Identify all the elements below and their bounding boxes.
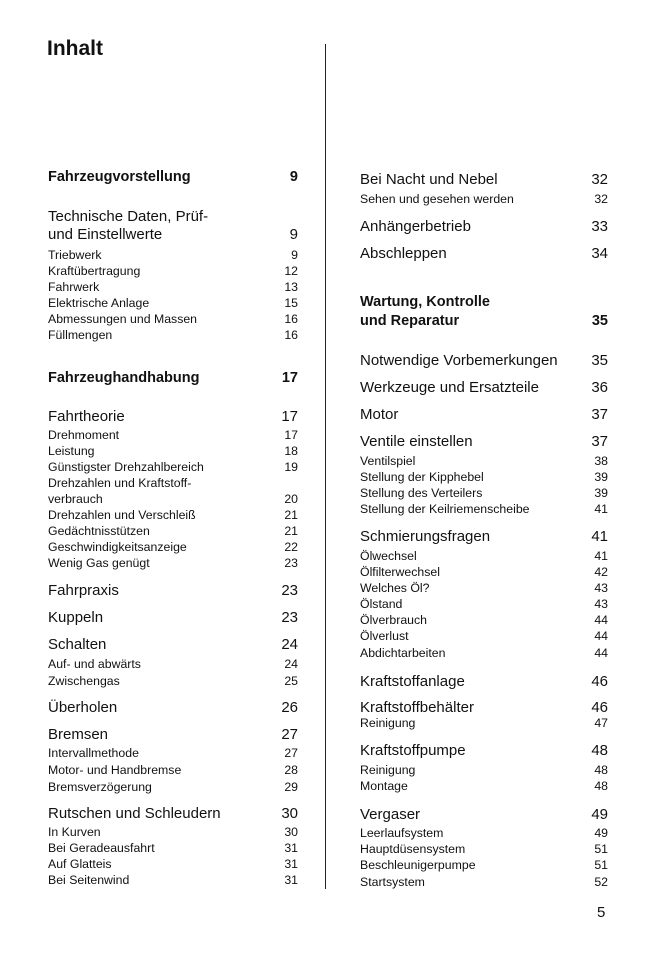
toc-entry-page: 30 bbox=[281, 805, 298, 822]
toc-entry-title: Vergaser bbox=[360, 806, 421, 823]
toc-entry bbox=[360, 646, 608, 660]
toc-entry-page: 15 bbox=[284, 296, 298, 310]
toc-entry-title: und Einstellwerte bbox=[48, 226, 163, 243]
toc-entry-title: Notwendige Vorbemerkungen bbox=[360, 352, 558, 369]
toc-entry-title: Rutschen und Schleudern bbox=[48, 805, 221, 822]
toc-entry bbox=[360, 171, 608, 188]
toc-entry-title: Drehzahlen und Verschleiß bbox=[48, 508, 196, 522]
toc-entry-page: 17 bbox=[284, 428, 298, 442]
toc-entry-page: 9 bbox=[291, 248, 298, 262]
toc-entry bbox=[360, 597, 608, 611]
toc-entry-title: Drehmoment bbox=[48, 428, 120, 442]
toc-entry-page: 51 bbox=[594, 842, 608, 856]
toc-entry-page: 32 bbox=[594, 192, 608, 206]
toc-entry-title: Fahrzeugvorstellung bbox=[48, 169, 191, 185]
page-title: Inhalt bbox=[47, 37, 103, 60]
toc-entry-title: Motor bbox=[360, 406, 399, 423]
toc-entry-title: Leistung bbox=[48, 444, 95, 458]
toc-entry-title: Füllmengen bbox=[48, 328, 113, 342]
toc-entry-title: und Reparatur bbox=[360, 313, 460, 329]
toc-entry bbox=[360, 549, 608, 563]
toc-entry bbox=[360, 294, 608, 310]
toc-entry-title: Stellung der Kipphebel bbox=[360, 470, 484, 484]
toc-entry-page: 31 bbox=[284, 873, 298, 887]
toc-entry-page: 9 bbox=[289, 226, 298, 243]
toc-entry-title: Kraftübertragung bbox=[48, 264, 141, 278]
toc-entry-page: 26 bbox=[281, 699, 298, 716]
toc-entry-title: Ölfilterwechsel bbox=[360, 565, 440, 579]
toc-entry-title: Zwischengas bbox=[48, 674, 120, 688]
toc-entry bbox=[360, 699, 608, 716]
toc-entry-title: Beschleunigerpumpe bbox=[360, 858, 476, 872]
toc-entry-title: Fahrpraxis bbox=[48, 582, 119, 599]
toc-entry bbox=[360, 313, 608, 329]
toc-entry-page: 16 bbox=[284, 328, 298, 342]
toc-entry bbox=[360, 842, 608, 856]
toc-entry-title: Montage bbox=[360, 779, 408, 793]
toc-entry-page: 9 bbox=[289, 169, 298, 185]
toc-entry-title: Technische Daten, Prüf- bbox=[48, 208, 209, 225]
toc-entry bbox=[360, 858, 608, 872]
toc-entry-page: 36 bbox=[591, 379, 608, 396]
toc-entry-title: Wartung, Kontrolle bbox=[360, 294, 490, 310]
toc-entry-page: 27 bbox=[281, 726, 298, 743]
toc-entry-page: 41 bbox=[594, 549, 608, 563]
toc-entry-title: Wenig Gas genügt bbox=[48, 556, 150, 570]
toc-entry-page: 42 bbox=[594, 565, 608, 579]
toc-entry-title: Werkzeuge und Ersatzteile bbox=[360, 379, 539, 396]
toc-entry bbox=[360, 875, 608, 889]
toc-entry bbox=[360, 716, 608, 730]
toc-entry-page: 41 bbox=[591, 528, 608, 545]
toc-entry-page: 48 bbox=[594, 763, 608, 777]
toc-entry-title: Bremsen bbox=[48, 726, 109, 743]
toc-entry-title: Anhängerbetrieb bbox=[360, 218, 471, 235]
toc-entry-page: 43 bbox=[594, 597, 608, 611]
toc-entry-title: Bremsverzögerung bbox=[48, 780, 152, 794]
toc-entry-page: 21 bbox=[284, 524, 298, 538]
toc-entry-title: Fahrzeughandhabung bbox=[48, 370, 200, 386]
toc-entry-title: Kraftstoffbehälter bbox=[360, 699, 474, 716]
toc-entry-title: Sehen und gesehen werden bbox=[360, 192, 514, 206]
toc-entry-title: Drehzahlen und Kraftstoff- bbox=[48, 476, 192, 490]
toc-entry-title: Intervallmethode bbox=[48, 746, 139, 760]
toc-entry bbox=[360, 629, 608, 643]
toc-entry-page: 30 bbox=[284, 825, 298, 839]
toc-entry-title: Elektrische Anlage bbox=[48, 296, 150, 310]
toc-entry-page: 31 bbox=[284, 841, 298, 855]
toc-entry-title: Abschleppen bbox=[360, 245, 447, 262]
toc-entry-page: 18 bbox=[284, 444, 298, 458]
toc-entry-page: 25 bbox=[284, 674, 298, 688]
toc-entry-page: 43 bbox=[594, 581, 608, 595]
toc-entry-page: 22 bbox=[284, 540, 298, 554]
toc-entry-title: Bei Geradeausfahrt bbox=[48, 841, 155, 855]
toc-entry-page: 49 bbox=[594, 826, 608, 840]
toc-entry-page: 48 bbox=[591, 742, 608, 759]
toc-entry-page: 34 bbox=[591, 245, 608, 262]
toc-entry-page: 46 bbox=[591, 699, 608, 716]
toc-entry-page: 28 bbox=[284, 763, 298, 777]
toc-entry-title: Hauptdüsensystem bbox=[360, 842, 466, 856]
toc-entry-title: Ölwechsel bbox=[360, 549, 417, 563]
toc-entry-title: Abmessungen und Massen bbox=[48, 312, 198, 326]
toc-entry-page: 19 bbox=[284, 460, 298, 474]
toc-entry-page: 52 bbox=[594, 875, 608, 889]
toc-entry bbox=[360, 502, 608, 516]
toc-entry-title: Ventilspiel bbox=[360, 454, 416, 468]
toc-entry bbox=[360, 454, 608, 468]
toc-entry-page: 33 bbox=[591, 218, 608, 235]
toc-entry-title: Kraftstoffpumpe bbox=[360, 742, 466, 759]
toc-entry-page: 38 bbox=[594, 454, 608, 468]
toc-entry-page: 35 bbox=[591, 352, 608, 369]
toc-entry bbox=[360, 763, 608, 777]
toc-entry-title: Bei Nacht und Nebel bbox=[360, 171, 498, 188]
toc-entry bbox=[360, 673, 608, 690]
toc-entry-page: 37 bbox=[591, 406, 608, 423]
toc-entry-title: verbrauch bbox=[48, 492, 103, 506]
toc-entry-title: Motor- und Handbremse bbox=[48, 763, 182, 777]
toc-entry bbox=[360, 433, 608, 450]
toc-entry-title: Leerlaufsystem bbox=[360, 826, 444, 840]
toc-entry-page: 41 bbox=[594, 502, 608, 516]
toc-entry-title: Welches Öl? bbox=[360, 581, 430, 595]
toc-entry-title: Geschwindigkeitsanzeige bbox=[48, 540, 187, 554]
toc-entry-title: Ölstand bbox=[360, 597, 403, 611]
toc-entry-page: 39 bbox=[594, 486, 608, 500]
toc-entry-title: Gedächtnisstützen bbox=[48, 524, 150, 538]
toc-entry-page: 48 bbox=[594, 779, 608, 793]
toc-entry bbox=[360, 779, 608, 793]
toc-entry-title: Reinigung bbox=[360, 763, 416, 777]
toc-entry-page: 35 bbox=[591, 313, 608, 329]
toc-entry-title: Bei Seitenwind bbox=[48, 873, 130, 887]
toc-entry-page: 23 bbox=[281, 582, 298, 599]
toc-entry-page: 44 bbox=[594, 646, 608, 660]
toc-entry bbox=[360, 581, 608, 595]
toc-entry bbox=[360, 826, 608, 840]
toc-entry-title: Fahrtheorie bbox=[48, 408, 125, 425]
toc-entry-title: Reinigung bbox=[360, 716, 416, 730]
toc-entry-title: Kraftstoffanlage bbox=[360, 673, 465, 690]
toc-entry-page: 44 bbox=[594, 613, 608, 627]
toc-entry-title: Fahrwerk bbox=[48, 280, 100, 294]
toc-entry-title: In Kurven bbox=[48, 825, 101, 839]
toc-entry bbox=[360, 528, 608, 545]
toc-entry-page: 46 bbox=[591, 673, 608, 690]
toc-entry-page: 16 bbox=[284, 312, 298, 326]
toc-entry-page: 51 bbox=[594, 858, 608, 872]
toc-entry-page: 31 bbox=[284, 857, 298, 871]
toc-entry bbox=[360, 565, 608, 579]
toc-entry-title: Kuppeln bbox=[48, 609, 104, 626]
toc-entry-title: Stellung der Keilriemenscheibe bbox=[360, 502, 530, 516]
toc-entry-page: 24 bbox=[281, 636, 298, 653]
toc-entry-title: Günstigster Drehzahlbereich bbox=[48, 460, 204, 474]
toc-entry-page: 13 bbox=[284, 280, 298, 294]
toc-entry-page: 17 bbox=[281, 370, 298, 386]
toc-entry-title: Ölverbrauch bbox=[360, 613, 427, 627]
toc-entry bbox=[360, 218, 608, 235]
toc-entry-title: Stellung des Verteilers bbox=[360, 486, 483, 500]
toc-entry-title: Ventile einstellen bbox=[360, 433, 473, 450]
toc-entry bbox=[360, 486, 608, 500]
toc-entry bbox=[360, 406, 608, 423]
toc-entry bbox=[360, 806, 608, 823]
toc-entry-title: Abdichtarbeiten bbox=[360, 646, 446, 660]
toc-entry bbox=[360, 613, 608, 627]
toc-entry-page: 24 bbox=[284, 657, 298, 671]
toc-entry-title: Schalten bbox=[48, 636, 107, 653]
toc-entry-page: 12 bbox=[284, 264, 298, 278]
toc-entry bbox=[360, 470, 608, 484]
toc-entry-page: 20 bbox=[284, 492, 298, 506]
toc-entry bbox=[360, 379, 608, 396]
toc-entry-title: Schmierungsfragen bbox=[360, 528, 491, 545]
toc-entry-page: 44 bbox=[594, 629, 608, 643]
toc-entry-page: 37 bbox=[591, 433, 608, 450]
toc-entry-title: Ölverlust bbox=[360, 629, 409, 643]
toc-entry-page: 29 bbox=[284, 780, 298, 794]
toc-entry bbox=[360, 245, 608, 262]
toc-entry bbox=[360, 742, 608, 759]
toc-entry-page: 23 bbox=[284, 556, 298, 570]
toc-entry-page: 32 bbox=[591, 171, 608, 188]
toc-entry-page: 23 bbox=[281, 609, 298, 626]
toc-entry-page: 39 bbox=[594, 470, 608, 484]
toc-entry-title: Startsystem bbox=[360, 875, 425, 889]
toc-entry-page: 17 bbox=[281, 408, 298, 425]
toc-entry-title: Auf- und abwärts bbox=[48, 657, 141, 671]
toc-entry-title: Überholen bbox=[48, 699, 118, 716]
toc-entry bbox=[360, 192, 608, 206]
toc-entry-page: 21 bbox=[284, 508, 298, 522]
page-number: 5 bbox=[597, 904, 606, 921]
toc-entry bbox=[360, 352, 608, 369]
toc-entry-page: 27 bbox=[284, 746, 298, 760]
toc-entry-page: 49 bbox=[591, 806, 608, 823]
toc-entry-title: Auf Glatteis bbox=[48, 857, 112, 871]
toc-entry-page: 47 bbox=[594, 716, 608, 730]
toc-entry-title: Triebwerk bbox=[48, 248, 102, 262]
